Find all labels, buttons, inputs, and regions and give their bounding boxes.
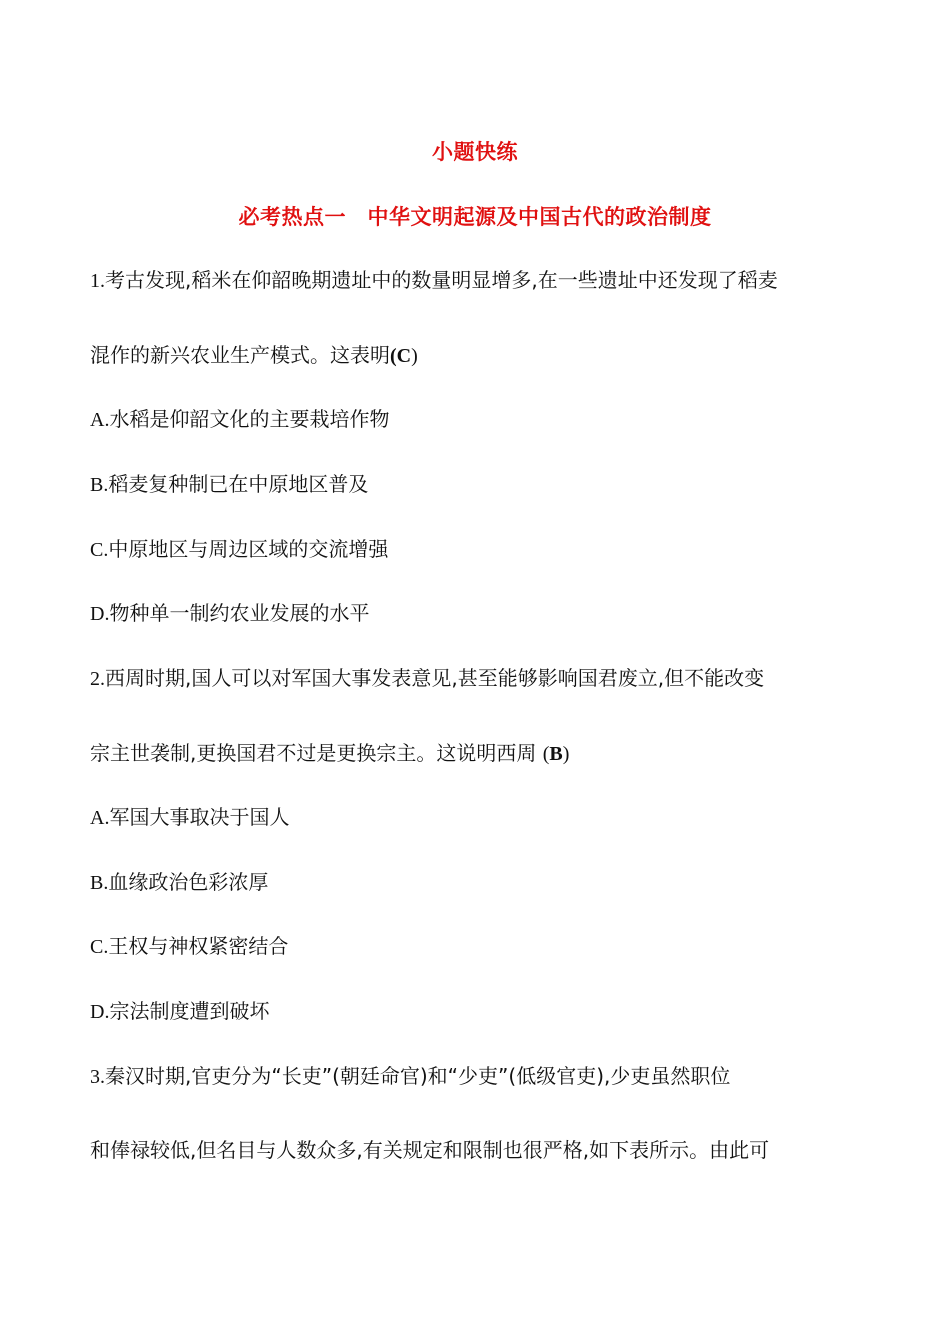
option-letter: A. [90,807,110,829]
option-text: 稻麦复种制已在中原地区普及 [108,472,369,496]
answer-open-paren: ( [542,743,550,765]
option-b [90,470,880,499]
option-letter: C. [90,539,109,561]
option-c [90,932,880,961]
question-3-line-1 [90,1062,880,1091]
question-text: 和俸禄较低,但名目与人数众多,有关规定和限制也很严格,如下表所示。由此可 [90,1138,770,1162]
question-number: 3. [90,1066,105,1088]
option-letter: B. [90,474,109,496]
option-c [90,535,880,564]
question-2-line-1 [90,664,880,693]
page-title: 小题快练 [432,140,518,164]
option-letter: C. [90,936,109,958]
option-letter: A. [90,409,110,431]
option-text: 中原地区与周边区域的交流增强 [108,537,389,561]
option-b [90,868,880,897]
question-text: 秦汉时期,官吏分为“长吏”(朝廷命官)和“少吏”(低级官吏),少吏虽然职位 [105,1064,731,1088]
question-text: 混作的新兴农业生产模式。这表明 [90,343,390,367]
question-3-line-2 [90,1136,880,1164]
option-text: 王权与神权紧密结合 [108,934,289,958]
option-text: 宗法制度遭到破坏 [109,999,270,1023]
question-1-line-2 [90,341,880,370]
question-2-line-2 [90,739,880,768]
option-d [90,599,880,628]
question-text: 宗主世袭制,更换国君不过是更换宗主。这说明西周 [90,741,543,765]
question-text: 西周时期,国人可以对军国大事发表意见,甚至能够影响国君废立,但不能改变 [105,666,765,690]
answer-letter: B [549,743,563,765]
option-text: 血缘政治色彩浓厚 [108,870,269,894]
answer-open-paren: ( [390,345,397,367]
answer-close-paren: ) [411,345,418,367]
answer-close-paren: ) [562,743,570,765]
option-text: 水稻是仰韶文化的主要栽培作物 [109,407,390,431]
option-letter: B. [90,872,109,894]
question-number: 1. [90,270,105,292]
question-text: 考古发现,稻米在仰韶晚期遗址中的数量明显增多,在一些遗址中还发现了稻麦 [105,268,778,292]
section-heading: 必考热点一 中华文明起源及中国古代的政治制度 [238,205,712,229]
question-1-line-1 [90,266,880,295]
answer-letter: C [396,345,412,367]
option-a [90,405,880,434]
option-a [90,803,880,832]
option-d [90,997,880,1026]
option-letter: D. [90,603,110,625]
option-text: 物种单一制约农业发展的水平 [109,601,370,625]
option-text: 军国大事取决于国人 [109,805,290,829]
question-number: 2. [90,668,105,690]
option-letter: D. [90,1001,110,1023]
